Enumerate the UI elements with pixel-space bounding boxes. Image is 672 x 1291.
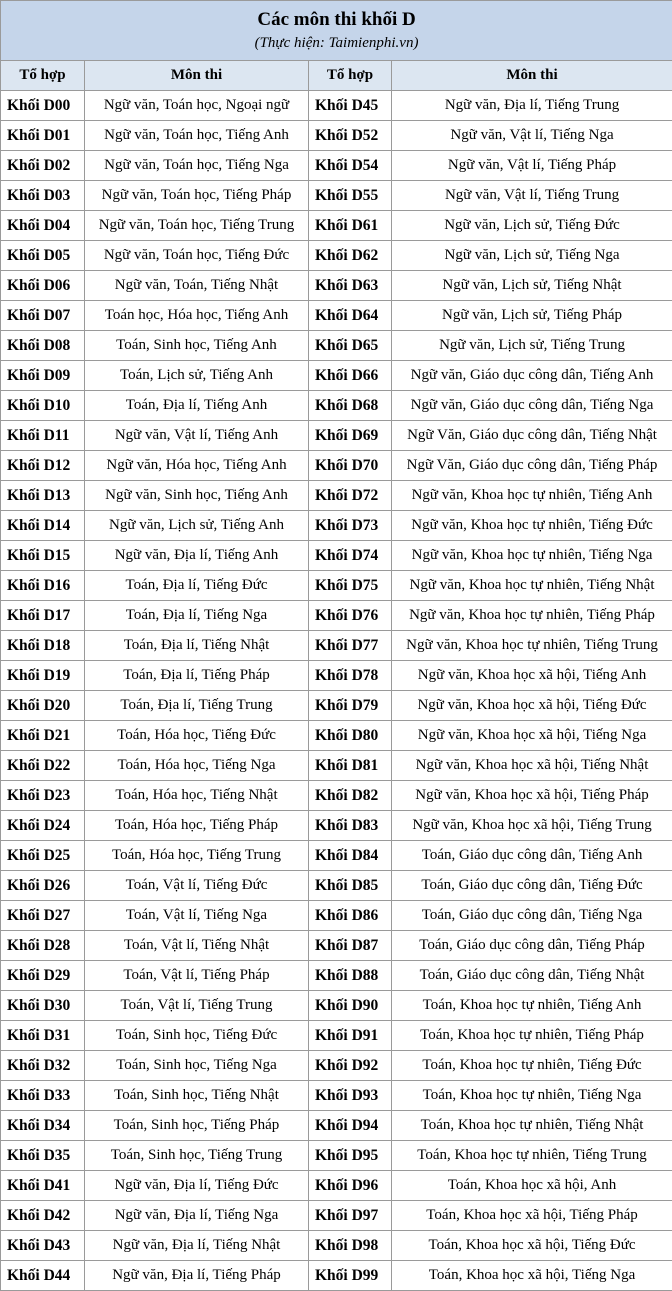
group-code-cell: Khối D70 <box>309 451 392 481</box>
group-code-cell: Khối D78 <box>309 661 392 691</box>
table-row <box>1 991 672 1021</box>
group-code-cell: Khối D65 <box>309 331 392 361</box>
subjects-cell: Ngữ văn, Khoa học xã hội, Tiếng Đức <box>392 691 672 721</box>
table-row <box>1 901 672 931</box>
table-row <box>1 601 672 631</box>
subjects-cell: Ngữ văn, Toán học, Tiếng Đức <box>85 241 309 271</box>
subjects-cell: Ngữ văn, Toán học, Tiếng Nga <box>85 151 309 181</box>
group-code-cell: Khối D09 <box>1 361 85 391</box>
table-row <box>1 871 672 901</box>
group-code-cell: Khối D82 <box>309 781 392 811</box>
group-code-cell: Khối D69 <box>309 421 392 451</box>
table-row <box>1 1081 672 1111</box>
table-row <box>1 391 672 421</box>
group-code-cell: Khối D02 <box>1 151 85 181</box>
group-code-cell: Khối D18 <box>1 631 85 661</box>
group-code-cell: Khối D04 <box>1 211 85 241</box>
group-code-cell: Khối D87 <box>309 931 392 961</box>
subjects-cell: Toán, Giáo dục công dân, Tiếng Nga <box>392 901 672 931</box>
table-row <box>1 751 672 781</box>
table-row <box>1 1201 672 1231</box>
subjects-cell: Toán, Khoa học tự nhiên, Tiếng Anh <box>392 991 672 1021</box>
table-body <box>1 91 672 1291</box>
table-row <box>1 481 672 511</box>
subjects-cell: Ngữ văn, Khoa học xã hội, Tiếng Trung <box>392 811 672 841</box>
group-code-cell: Khối D22 <box>1 751 85 781</box>
subjects-cell: Ngữ văn, Vật lí, Tiếng Nga <box>392 121 672 151</box>
subjects-cell: Toán, Giáo dục công dân, Tiếng Anh <box>392 841 672 871</box>
group-code-cell: Khối D79 <box>309 691 392 721</box>
table-row <box>1 691 672 721</box>
subjects-cell: Toán, Giáo dục công dân, Tiếng Nhật <box>392 961 672 991</box>
group-code-cell: Khối D93 <box>309 1081 392 1111</box>
subjects-cell: Ngữ văn, Toán học, Tiếng Anh <box>85 121 309 151</box>
table-row <box>1 781 672 811</box>
subjects-cell: Ngữ văn, Lịch sử, Tiếng Anh <box>85 511 309 541</box>
group-code-cell: Khối D96 <box>309 1171 392 1201</box>
group-code-cell: Khối D68 <box>309 391 392 421</box>
subjects-cell: Ngữ văn, Toán học, Ngoại ngữ <box>85 91 309 121</box>
group-code-cell: Khối D35 <box>1 1141 85 1171</box>
group-code-cell: Khối D19 <box>1 661 85 691</box>
subjects-cell: Ngữ văn, Vật lí, Tiếng Trung <box>392 181 672 211</box>
group-code-cell: Khối D74 <box>309 541 392 571</box>
subjects-cell: Toán, Giáo dục công dân, Tiếng Pháp <box>392 931 672 961</box>
table-row <box>1 301 672 331</box>
table-row <box>1 811 672 841</box>
table-row <box>1 91 672 121</box>
table-row <box>1 541 672 571</box>
group-code-cell: Khối D75 <box>309 571 392 601</box>
table-row <box>1 571 672 601</box>
group-code-cell: Khối D83 <box>309 811 392 841</box>
subjects-cell: Ngữ Văn, Giáo dục công dân, Tiếng Nhật <box>392 421 672 451</box>
column-header-subjects-1: Môn thi <box>85 61 309 91</box>
group-code-cell: Khối D13 <box>1 481 85 511</box>
subjects-cell: Toán, Khoa học tự nhiên, Tiếng Pháp <box>392 1021 672 1051</box>
subjects-cell: Toán, Sinh học, Tiếng Nhật <box>85 1081 309 1111</box>
subjects-cell: Toán, Hóa học, Tiếng Đức <box>85 721 309 751</box>
group-code-cell: Khối D41 <box>1 1171 85 1201</box>
table-row <box>1 631 672 661</box>
group-code-cell: Khối D90 <box>309 991 392 1021</box>
group-code-cell: Khối D33 <box>1 1081 85 1111</box>
subjects-cell: Ngữ văn, Khoa học tự nhiên, Tiếng Pháp <box>392 601 672 631</box>
group-code-cell: Khối D23 <box>1 781 85 811</box>
subjects-cell: Ngữ văn, Khoa học tự nhiên, Tiếng Nhật <box>392 571 672 601</box>
subjects-cell: Ngữ văn, Hóa học, Tiếng Anh <box>85 451 309 481</box>
subjects-cell: Toán, Khoa học tự nhiên, Tiếng Trung <box>392 1141 672 1171</box>
group-code-cell: Khối D94 <box>309 1111 392 1141</box>
group-code-cell: Khối D91 <box>309 1021 392 1051</box>
subjects-cell: Toán, Địa lí, Tiếng Anh <box>85 391 309 421</box>
subjects-cell: Ngữ văn, Toán học, Tiếng Trung <box>85 211 309 241</box>
subjects-cell: Ngữ văn, Địa lí, Tiếng Anh <box>85 541 309 571</box>
subjects-cell: Toán, Sinh học, Tiếng Trung <box>85 1141 309 1171</box>
table-row <box>1 1051 672 1081</box>
table-title-cell <box>1 1 672 61</box>
group-code-cell: Khối D62 <box>309 241 392 271</box>
subjects-cell: Toán, Địa lí, Tiếng Nga <box>85 601 309 631</box>
table-row <box>1 421 672 451</box>
group-code-cell: Khối D66 <box>309 361 392 391</box>
subjects-cell: Ngữ văn, Địa lí, Tiếng Pháp <box>85 1261 309 1291</box>
group-code-cell: Khối D52 <box>309 121 392 151</box>
group-code-cell: Khối D55 <box>309 181 392 211</box>
group-code-cell: Khối D10 <box>1 391 85 421</box>
table-row <box>1 331 672 361</box>
subjects-cell: Toán, Khoa học tự nhiên, Tiếng Nhật <box>392 1111 672 1141</box>
table-row <box>1 1171 672 1201</box>
subjects-cell: Ngữ văn, Địa lí, Tiếng Đức <box>85 1171 309 1201</box>
group-code-cell: Khối D21 <box>1 721 85 751</box>
column-header-subjects-2: Môn thi <box>392 61 672 91</box>
subjects-cell: Toán, Vật lí, Tiếng Nhật <box>85 931 309 961</box>
subjects-cell: Toán, Sinh học, Tiếng Anh <box>85 331 309 361</box>
table-row <box>1 961 672 991</box>
subjects-cell: Ngữ văn, Giáo dục công dân, Tiếng Nga <box>392 391 672 421</box>
group-code-cell: Khối D45 <box>309 91 392 121</box>
group-code-cell: Khối D30 <box>1 991 85 1021</box>
subjects-cell: Toán, Giáo dục công dân, Tiếng Đức <box>392 871 672 901</box>
group-code-cell: Khối D63 <box>309 271 392 301</box>
group-code-cell: Khối D26 <box>1 871 85 901</box>
group-code-cell: Khối D29 <box>1 961 85 991</box>
table-row <box>1 841 672 871</box>
subjects-cell: Ngữ văn, Giáo dục công dân, Tiếng Anh <box>392 361 672 391</box>
subjects-cell: Toán, Khoa học xã hội, Anh <box>392 1171 672 1201</box>
group-code-cell: Khối D88 <box>309 961 392 991</box>
subjects-cell: Toán, Hóa học, Tiếng Trung <box>85 841 309 871</box>
subjects-cell: Ngữ văn, Địa lí, Tiếng Trung <box>392 91 672 121</box>
group-code-cell: Khối D25 <box>1 841 85 871</box>
group-code-cell: Khối D64 <box>309 301 392 331</box>
column-header-group-1: Tổ hợp <box>1 61 85 91</box>
subjects-cell: Ngữ văn, Toán, Tiếng Nhật <box>85 271 309 301</box>
table-row <box>1 1231 672 1261</box>
subjects-cell: Toán, Địa lí, Tiếng Trung <box>85 691 309 721</box>
group-code-cell: Khối D98 <box>309 1231 392 1261</box>
group-code-cell: Khối D01 <box>1 121 85 151</box>
subjects-cell: Toán, Hóa học, Tiếng Pháp <box>85 811 309 841</box>
table-row <box>1 241 672 271</box>
subjects-cell: Toán, Vật lí, Tiếng Đức <box>85 871 309 901</box>
subjects-cell: Ngữ văn, Lịch sử, Tiếng Trung <box>392 331 672 361</box>
subjects-cell: Ngữ văn, Lịch sử, Tiếng Đức <box>392 211 672 241</box>
subjects-cell: Ngữ văn, Khoa học xã hội, Tiếng Nhật <box>392 751 672 781</box>
table-row <box>1 661 672 691</box>
table-row <box>1 271 672 301</box>
group-code-cell: Khối D20 <box>1 691 85 721</box>
table-row <box>1 181 672 211</box>
subjects-cell: Toán, Địa lí, Tiếng Pháp <box>85 661 309 691</box>
group-code-cell: Khối D24 <box>1 811 85 841</box>
group-code-cell: Khối D92 <box>309 1051 392 1081</box>
group-code-cell: Khối D97 <box>309 1201 392 1231</box>
group-code-cell: Khối D76 <box>309 601 392 631</box>
table-row <box>1 721 672 751</box>
subjects-cell: Ngữ văn, Địa lí, Tiếng Nhật <box>85 1231 309 1261</box>
subjects-cell: Toán, Địa lí, Tiếng Đức <box>85 571 309 601</box>
subjects-cell: Toán, Địa lí, Tiếng Nhật <box>85 631 309 661</box>
subjects-cell: Ngữ văn, Lịch sử, Tiếng Pháp <box>392 301 672 331</box>
group-code-cell: Khối D54 <box>309 151 392 181</box>
group-code-cell: Khối D84 <box>309 841 392 871</box>
subjects-cell: Toán, Vật lí, Tiếng Nga <box>85 901 309 931</box>
group-code-cell: Khối D95 <box>309 1141 392 1171</box>
group-code-cell: Khối D16 <box>1 571 85 601</box>
group-code-cell: Khối D86 <box>309 901 392 931</box>
subjects-cell: Ngữ văn, Vật lí, Tiếng Pháp <box>392 151 672 181</box>
group-code-cell: Khối D07 <box>1 301 85 331</box>
subjects-cell: Ngữ văn, Lịch sử, Tiếng Nga <box>392 241 672 271</box>
group-code-cell: Khối D61 <box>309 211 392 241</box>
subjects-cell: Toán, Khoa học xã hội, Tiếng Pháp <box>392 1201 672 1231</box>
subjects-cell: Toán, Khoa học tự nhiên, Tiếng Nga <box>392 1081 672 1111</box>
group-code-cell: Khối D00 <box>1 91 85 121</box>
table-row <box>1 211 672 241</box>
subjects-cell: Toán, Sinh học, Tiếng Pháp <box>85 1111 309 1141</box>
header-row <box>1 61 672 91</box>
page-subtitle: (Thực hiện: Taimienphi.vn) <box>254 34 419 51</box>
subjects-cell: Ngữ văn, Khoa học xã hội, Tiếng Pháp <box>392 781 672 811</box>
table-row <box>1 931 672 961</box>
table-row <box>1 1021 672 1051</box>
subjects-cell: Ngữ văn, Địa lí, Tiếng Nga <box>85 1201 309 1231</box>
group-code-cell: Khối D27 <box>1 901 85 931</box>
group-code-cell: Khối D14 <box>1 511 85 541</box>
group-code-cell: Khối D12 <box>1 451 85 481</box>
subjects-cell: Ngữ văn, Vật lí, Tiếng Anh <box>85 421 309 451</box>
group-code-cell: Khối D80 <box>309 721 392 751</box>
subjects-cell: Toán, Lịch sử, Tiếng Anh <box>85 361 309 391</box>
group-code-cell: Khối D03 <box>1 181 85 211</box>
subjects-cell: Ngữ văn, Sinh học, Tiếng Anh <box>85 481 309 511</box>
table-row <box>1 361 672 391</box>
table-row <box>1 151 672 181</box>
subjects-cell: Toán, Hóa học, Tiếng Nhật <box>85 781 309 811</box>
subjects-cell: Toán, Vật lí, Tiếng Trung <box>85 991 309 1021</box>
table-row <box>1 511 672 541</box>
subjects-cell: Toán, Khoa học xã hội, Tiếng Đức <box>392 1231 672 1261</box>
group-code-cell: Khối D15 <box>1 541 85 571</box>
group-code-cell: Khối D28 <box>1 931 85 961</box>
table-row <box>1 1141 672 1171</box>
subjects-cell: Toán, Khoa học xã hội, Tiếng Nga <box>392 1261 672 1291</box>
group-code-cell: Khối D11 <box>1 421 85 451</box>
group-code-cell: Khối D42 <box>1 1201 85 1231</box>
group-code-cell: Khối D73 <box>309 511 392 541</box>
subjects-cell: Ngữ văn, Toán học, Tiếng Pháp <box>85 181 309 211</box>
subjects-cell: Toán, Hóa học, Tiếng Nga <box>85 751 309 781</box>
subjects-cell: Ngữ văn, Lịch sử, Tiếng Nhật <box>392 271 672 301</box>
subjects-cell: Toán, Vật lí, Tiếng Pháp <box>85 961 309 991</box>
subjects-cell: Ngữ Văn, Giáo dục công dân, Tiếng Pháp <box>392 451 672 481</box>
group-code-cell: Khối D81 <box>309 751 392 781</box>
table-row <box>1 451 672 481</box>
subjects-cell: Toán, Sinh học, Tiếng Nga <box>85 1051 309 1081</box>
subjects-cell: Toán, Sinh học, Tiếng Đức <box>85 1021 309 1051</box>
table-row <box>1 1261 672 1291</box>
subjects-cell: Ngữ văn, Khoa học tự nhiên, Tiếng Anh <box>392 481 672 511</box>
subjects-cell: Ngữ văn, Khoa học tự nhiên, Tiếng Nga <box>392 541 672 571</box>
group-code-cell: Khối D43 <box>1 1231 85 1261</box>
group-code-cell: Khối D32 <box>1 1051 85 1081</box>
subjects-cell: Ngữ văn, Khoa học tự nhiên, Tiếng Trung <box>392 631 672 661</box>
group-code-cell: Khối D34 <box>1 1111 85 1141</box>
subjects-cell: Ngữ văn, Khoa học xã hội, Tiếng Anh <box>392 661 672 691</box>
group-code-cell: Khối D31 <box>1 1021 85 1051</box>
subjects-cell: Toán, Khoa học tự nhiên, Tiếng Đức <box>392 1051 672 1081</box>
group-code-cell: Khối D85 <box>309 871 392 901</box>
group-code-cell: Khối D08 <box>1 331 85 361</box>
group-code-cell: Khối D17 <box>1 601 85 631</box>
subjects-cell: Ngữ văn, Khoa học tự nhiên, Tiếng Đức <box>392 511 672 541</box>
subjects-cell: Ngữ văn, Khoa học xã hội, Tiếng Nga <box>392 721 672 751</box>
group-code-cell: Khối D77 <box>309 631 392 661</box>
table-row <box>1 1111 672 1141</box>
table-row <box>1 121 672 151</box>
group-code-cell: Khối D72 <box>309 481 392 511</box>
group-code-cell: Khối D44 <box>1 1261 85 1291</box>
group-code-cell: Khối D06 <box>1 271 85 301</box>
column-header-group-2: Tổ hợp <box>309 61 392 91</box>
group-code-cell: Khối D99 <box>309 1261 392 1291</box>
page-title: Các môn thi khối D <box>257 8 416 30</box>
group-code-cell: Khối D05 <box>1 241 85 271</box>
subjects-cell: Toán học, Hóa học, Tiếng Anh <box>85 301 309 331</box>
